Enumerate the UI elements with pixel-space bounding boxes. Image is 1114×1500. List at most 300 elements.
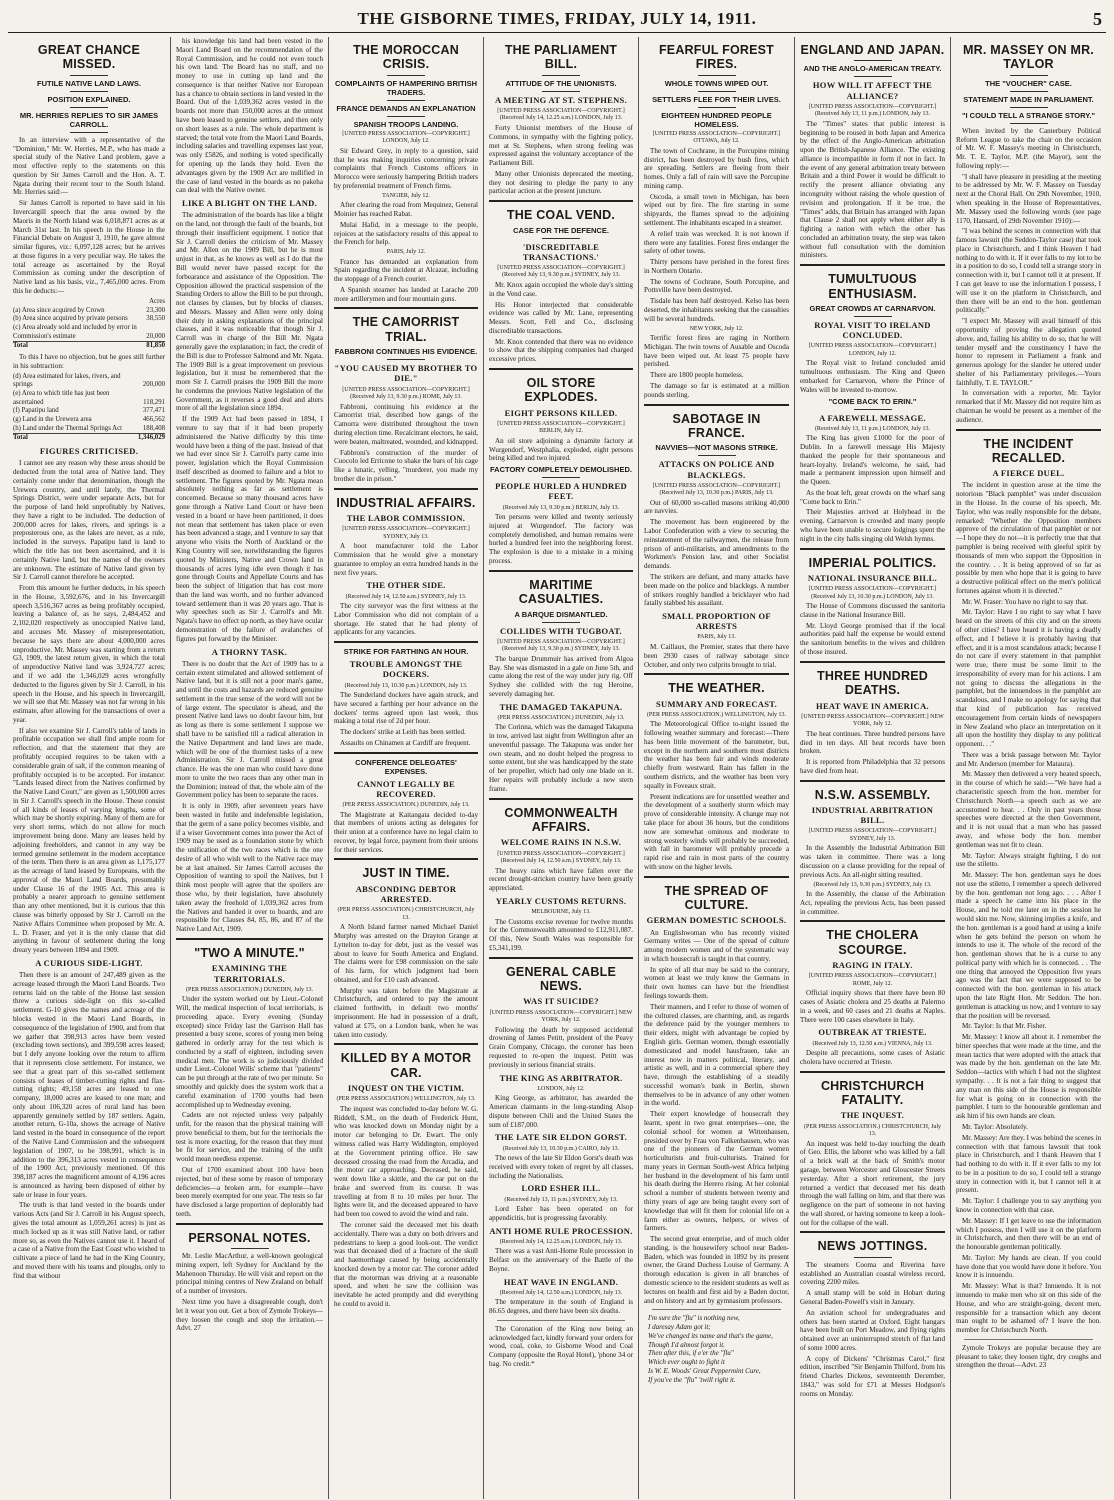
section-heading: LIKE A BLIGHT ON THE LAND. xyxy=(181,198,318,209)
dateline: (PER PRESS ASSOCIATION.) DUNEDIN, July 13. xyxy=(185,986,313,993)
dateline: [UNITED PRESS ASSOCIATION—COPYRIGHT.] (Received July 14, 12.25 a.m.) LONDON, July 13. xyxy=(497,107,625,122)
headline: STRIKE FOR FARTHING AN HOUR. xyxy=(343,647,469,657)
article-divider xyxy=(334,1043,478,1045)
subheadline: POSITION EXPLAINED. xyxy=(47,94,131,104)
dateline: [UNITED PRESS ASSOCIATION—COPYRIGHT.] ROME, July 12. xyxy=(808,973,937,987)
divider xyxy=(854,76,892,77)
dateline: [UNITED PRESS ASSOCIATION—COPYRIGHT.] BERLIN, July 12. xyxy=(497,420,625,435)
paragraph: Mr. Massey: Are they. I was behind the scenes in connection with that famous lawsuit that took place in Christchurch, and I thank Heaven that I had nothing to do with it. If it ever falls to my lot to be in a position to do so, I could tell a strange story in connection with it, but I cannot tell it at present. xyxy=(956,1133,1101,1195)
paragraph: The administration of the boards has like a blight on the land, not through the fault of the boards, but through their insufficient equipment. I notice that Sir J. Carroll denies the criticism of Mr. Massey and Mr. Allen on the 1909 Bill, but he is most unjust in that, as he knows as well as I do that the Bill would never have passed except for the forbearance and assistance of the Opposition. The Opposition allowed the practical suspension of the Standing Orders to allow the Bill to be put through, not clauses by clauses, but by blocks of clauses, and Messrs. Massey and Allen were only doing their duty in asking explanations of the principal clauses, and it was noticeable that though Sir J. Carroll was in charge of the Bill Mr. Ngata generally gave the explanation; in fact, the credit of the Bill is due to Professor Salmond and Mr. Ngata. The 1909 Bill is a great improvement on previous legislation, but it must be remembered that the more Sir J. Carroll praises the 1909 Bill the more he condemns the previous Native legislation of the Government, as it reverses a good deal and alters more of all the legislation since 1894. xyxy=(176,211,323,413)
paragraph: In the Assembly, the clause of the Arbitration Act, repealing the previous Acts, has been passed in committee. xyxy=(800,890,945,916)
dateline: (Received July 14, 12.50 a.m.) LONDON, July 13. xyxy=(499,1289,623,1296)
paragraph: The heat continues. Three hundred persons have died in ten days. All heat records have been broken. xyxy=(800,729,945,756)
article-divider xyxy=(644,673,789,675)
paragraph: The barque Drummuir has arrived from Algoa Bay. She was dismasted in a gale on June 5th, and came along the rest of the way under jury rig. Off Sydney she collided with the tug Heroine, severely damaging her. xyxy=(489,654,633,698)
paragraph: The strikers are defiant, and many attacks have been made on the police and blacklegs. A number of strikers roughly handled a bricklayer who had fatally stabbed his assailant. xyxy=(644,572,789,608)
paragraph: The Royal visit to Ireland concluded amid tumultuous enthusiasm. The King and Queen embarked for Carnarvon, where the Prince of Wales will be invested to-morrow. xyxy=(800,359,945,394)
divider xyxy=(70,75,108,76)
subheadline: ROYAL VISIT TO IRELAND CONCLUDED. xyxy=(814,320,931,341)
dateline: [UNITED PRESS ASSOCIATION—COPYRIGHT.] SYDNEY, July 13. xyxy=(808,828,937,842)
paragraph: Official inquiry shows that there have been 80 cases of Asiatic cholera and 25 deaths at Palermo in a week, and 60 cases and 21 deaths at Naples. There were 100 cases elsewhere in Italy. xyxy=(800,989,945,1024)
headline: THE PARLIAMENT BILL. xyxy=(504,43,618,72)
article-divider xyxy=(176,1223,323,1225)
paragraph: A relief train was wrecked. It is not known if there were any fatalities. Forest fires endanger the safety of other towns. xyxy=(644,229,789,256)
paragraph: Mr. Leslie MacArthur, a well-known geological mining expert, left Sydney for Auckland by the Mahenoon Thursday. He will visit and report on the principal mining centres of New Zealand on behalf of a number of investors. xyxy=(176,1252,323,1296)
subheadline: CANNOT LEGALLY BE RECOVERED. xyxy=(357,778,455,799)
paragraph: Oscoda, a small town in Michigan, has been wiped out by fire. The fire starting in some shipyards, the flames spread to the adjoining settlement. The inhabitants escaped in a steamer. xyxy=(644,192,789,227)
column-2 xyxy=(171,37,329,1499)
divider xyxy=(698,107,736,108)
paragraph: "I was behind the scenes in connection with that famous lawsuit (the Seddon-Taylor case) that took place in Christchurch, and I think Heaven I had nothing to do with it. If it ever falls to my lot to be in a position to do so, I could tell a strange story in connection with it, but I cannot tell it at present. If I can get leave to use the information I possess, I will use it on the platform in Christchurch, and then there will be an end to the hon. gentleman politically." xyxy=(956,227,1101,315)
subheadline: HEAT WAVE IN AMERICA. xyxy=(816,700,929,711)
article-divider xyxy=(800,780,945,782)
paragraph: The Corinna, which was the damaged Takapuna in tow, arrived last night from Wellington after an uneventful passage. The Takapuna was under her own steam, and no doubt helped the progress to some extent, but she was handicapped by the state of her propeller, which had only one blade on it. Her repairs will probably include a new stern frame. xyxy=(489,723,633,793)
subheadline: FACTORY COMPLETELY DEMOLISHED. xyxy=(490,465,632,475)
dateline: [UNITED PRESS ASSOCIATION—COPYRIGHT.] LONDON, July 12. xyxy=(342,130,470,145)
divider xyxy=(497,1320,625,1321)
subheadline: STATEMENT MADE IN PARLIAMENT. xyxy=(963,94,1094,104)
headline: JUST IN TIME. xyxy=(362,866,450,881)
dateline: [UNITED PRESS ASSOCIATION—COPYRIGHT.] OTTAWA, July 12. xyxy=(652,130,781,145)
divider xyxy=(854,409,892,410)
paragraph: France has demanded an explanation from Spain regarding the incident at Alcazar, including the stoppage of a French courier. xyxy=(334,257,478,284)
headline: NEWS JOTTINGS. xyxy=(817,1239,928,1254)
paragraph: Mr. Knox contended that there was no evidence to show that the shipping companies had charged excessive prices. xyxy=(489,337,633,364)
subheadline: INQUEST ON THE VICTIM. xyxy=(347,1083,465,1094)
dateline: [UNITED PRESS ASSOCIATION—COPYRIGHT.] NEW YORK, July 12. xyxy=(801,713,944,728)
paragraph: The town of Cochrane, in the Porcupine mining district, has been destroyed by bush fires, which are spreading. Settlers are fleeing from their homes. Only a fall of rain will save the Porcupine mining camp. xyxy=(644,146,789,190)
paragraph: There is no doubt that the Act of 1909 has to a certain extent stimulated and allowed settlement of Native land, but it is still not a poor man's game, and until the costs and hazards are reduced genuine settlement in the true sense of the word will not be of large extent. The speculator is ahead, and the present Native land laws no doubt favour him, but as long as there is some settlement I suppose we shall have to be satisfied till a radical alteration in the Native Department and land laws are made, which will be one of the thorniest tasks of a new Administration. Sir J. Carroll missed a great chance. He was the one man who could have done more to unite the two races than any other man in the Dominion; instead of that, the whole aim of the Government policy has been to separate the races. xyxy=(176,659,323,800)
divider xyxy=(387,75,425,76)
paragraph: Sir Edward Grey, in reply to a question, said that he was making inquiries concerning private complaints that French Customs officers in Morocco were seriously hampering British traders by preferential treatment of French firms. xyxy=(334,146,478,190)
paragraph: The coroner said the deceased met his death accidentally. There was a duty on both drivers and pedestrians to keep a good look-out. The verdict was that deceased died of a fracture of the skull and haemorrhage caused by being accidentally knocked down by a motor car. The coroner added that the motorman was driving at a reasonable speed, and when he saw the collision was inevitable he acted promptly and did everything he could to avoid it. xyxy=(334,1220,478,1308)
paragraph: Mr. Taylor: Have I no right to say what I have heard on the streets of this city and on the streets of other cities? I have heard it is having a deadly effect, and I believe it is probably having that effect, and it is a most scandalous attack; because I do not care if every statement in that pamphlet were true, there must be some limit to the irresponsibility of every man for his actions. I am not going to discuss the allegations in the pamphlet, but the innuendoes in the pamphlet are scandalous, and I make no apology for saying that that kind of publication has received encouragement from certain kinds of newspapers in New Zealand who place an interpretation on it all upon the hostility they display to any political opponent. . ." xyxy=(956,608,1101,749)
article-divider xyxy=(800,548,945,550)
paragraph: Their expert knowledge of housecraft they learnt, spent in two great enterprises—one, the colonial school for women at Wittenhausen, presided over by Frau von Falkenhausen, who was one of the pioneers of the German women horticulturists and fruit-culturists. Trained for many years in German South-west Africa helping her husband in the development of his farm until his death during the Herero rising. At her colonial school a number of students between twenty and thirty years of age are being taught every sort of knowledge that will fit them for colonial life on a farm either as owners, helpers, or wives of farmers. xyxy=(644,1110,789,1233)
article-divider xyxy=(800,1071,945,1073)
article-divider xyxy=(334,307,478,309)
article-divider xyxy=(334,641,478,643)
subheadline: "YOU CAUSED MY BROTHER TO DIE." xyxy=(334,363,478,384)
subheadline: INDUSTRIAL ARBITRATION BILL. xyxy=(811,805,934,826)
verse-line: I'm sure the "flu" is nothing new, xyxy=(648,1314,740,1323)
article-divider xyxy=(489,570,633,572)
paragraph: Cadets are not rejected unless very palpably unfit, for the reason that the physical training will prove beneficial to them, but for the territorials the test is more exacting, for the reason that they must be fit for service, and the training of the unfit would mean needless expense. xyxy=(176,1111,323,1164)
subheadline: FRANCE DEMANDS AN EXPLANATION xyxy=(336,103,476,113)
paragraph: An oil store adjoining a dynamite factory at Wurgendorf, Westphalia, exploded, eight persons being killed and two injured. xyxy=(489,436,633,463)
paragraph: Tisdale has been half destroyed. Kelso has been deserted, the inhabitants seeking that the casualties will be several hundreds. xyxy=(644,297,789,323)
article-divider xyxy=(644,876,789,878)
headline: THE MOROCCAN CRISIS. xyxy=(353,43,459,72)
divider xyxy=(387,100,425,101)
divider xyxy=(1010,123,1048,124)
paragraph: Despite all precautions, some cases of Asiatic cholera have occurred at Trieste. xyxy=(800,1049,945,1066)
subheadline: THE OTHER SIDE. xyxy=(366,580,446,591)
dateline: (Received July 14, 12.50 a.m.) SYDNEY, July 13. xyxy=(345,593,467,600)
section-heading: A CURIOUS SIDE-LIGHT. xyxy=(35,957,143,968)
subheadline: WHOLE TOWNS WIPED OUT. xyxy=(664,78,769,88)
dateline: [UNITED PRESS ASSOCIATION—COPYRIGHT.] (Received July 13, 10.30 p.m.) LONDON, July 13. xyxy=(808,586,937,600)
paragraph: It is reported from Philadelphia that 32 persons have died from heat. xyxy=(800,758,945,775)
subheadline: THE LABOR COMMISSION. xyxy=(346,513,466,523)
paragraph: "I expect Mr. Massey will avail himself of this opportunity of proving the allegation quoted above, and, failing his ability to do so, that he will tender myself and the constituency I have the honor to represent in Parliament a frank and generous apology for the slander he uttered under shelter of his Parliamentary privileges.—Yours faithfully, T. E. TAYLOR." xyxy=(956,317,1101,387)
dateline: [UNITED PRESS ASSOCIATION—COPYRIGHT.] SYDNEY, July 13. xyxy=(342,526,470,540)
divider xyxy=(542,622,580,623)
dateline: [UNITED PRESS ASSOCIATION—COPYRIGHT.] (Received July 13, 11 p.m.) LONDON, July 13. xyxy=(808,103,937,118)
paragraph: Under the system worked out by Lieut.-Colonel Will, the medical inspection of local territorials, is proceeding apace. Every evening (Sunday excepted) since Friday last the Garrison Hall has presented a busy scene, scores of young men being gathered in orderly array for the test which is conducted by a staff of eighteen, including seven medical men. The work is so judiciously divided under Lieut.-Colonel Wills' scheme that "patients" can be put through at the rate of two per minute. So smoothly and quickly does the system work that a careful examination of 1700 youths had been accomplished up to Wednesday evening. xyxy=(176,995,323,1109)
paragraph: The House of Commons discussed the sanitoria clause in the National Insurance Bill. xyxy=(800,602,945,619)
table-row: (b) Area since acquired by private persons 38,550 xyxy=(13,315,165,323)
paragraph: Lord Esher has been operated on for appendicitis, but is progressing favorably. xyxy=(489,1205,633,1222)
subheadline: A FAREWELL MESSAGE. xyxy=(819,412,926,423)
headline: CHRISTCHURCH FATALITY. xyxy=(820,1078,925,1108)
masthead xyxy=(8,6,1106,33)
article-divider xyxy=(489,368,633,370)
divider xyxy=(70,107,108,108)
subheadline: A FIERCE DUEL. xyxy=(992,468,1065,479)
masthead-title: THE GISBORNE TIMES, FRIDAY, JULY 14, 1911. xyxy=(357,9,757,28)
paragraph: Mr. Massey: I know all about it. I remember the bitter speeches that were made at the time, and the mean tactics that were adopted with the attack that was made by the hon. gentleman on the late Mr. Seddon—tactics with which I had not the slightest sympathy. . . It is not a fair thing to suggest that any man on this side of the House is responsible for what is going on in connection with the pamphlet. I turn to the honourable gentleman and ask him if his own hands are clean. xyxy=(956,1033,1101,1121)
paragraph: Out of 1700 examined about 100 have been rejected, but of these some by reason of temporary deficiencies—a broken arm, for example—have been merely exempted for one year. The tests so far have disclosed a large proportion of deplorably bad teeth. xyxy=(176,1166,323,1218)
dateline: (PER PRESS ASSOCIATION.) CHRISTCHURCH, July 13. xyxy=(803,1123,942,1138)
column-3 xyxy=(329,37,484,1499)
dateline: (Received July 13, 12.50 a.m.) VIENNA, July 13. xyxy=(812,1040,933,1047)
headline: COMMONWEALTH AFFAIRS. xyxy=(504,805,618,834)
subheadline: ATTITUDE OF THE UNIONISTS. xyxy=(505,78,617,88)
headline: IMPERIAL POLITICS. xyxy=(808,555,937,570)
divider xyxy=(1010,107,1048,108)
subheadline: EIGHTEEN HUNDRED PEOPLE HOMELESS. xyxy=(661,110,772,129)
paragraph: Sir James Carroll is reported to have said in his Invercargill speech that the area owned by the Maoris in the North Island was 6,018,871 acres as at March 31st last. In his speech in the House in the Financial Debate on August 3, 1910, he gave almost similar figures, viz.: 6,097,128 acres; but he arrives at those figures in a very peculiar way. He takes the total acreage as ascertained by the Royal Commission as coming under the description of Native land as his basis, viz., 7,465,000 acres. From this he deducts:— xyxy=(13,199,165,296)
divider xyxy=(542,238,580,239)
acreage-table xyxy=(13,298,165,351)
paragraph: Many other Unionists deprecated the meeting, they not desiring to pledge the party to any particular action at the present juncture. xyxy=(489,169,633,196)
paragraph: An inquest was held to-day touching the death of Geo. Ellis, the laborer who was killed by a fall of a brick wall at the back of Smith's motor garage, between Worcester and Gloucester Streets yesterday. After a short retirement, the jury returned a verdict that deceased met his death through the wall falling on him, and that there was negligence on the part of someone in not having the wall shored, or having someone to keep a look-out for the collapse of the wall. xyxy=(800,1139,945,1227)
paragraph: The "Times" states that public interest is beginning to be roused in both Japan and America by the effect of the Anglo-American arbitration upon the British-Japanese Alliance. The existing alliance is incompatible in form if not in fact. In the event of any general arbitration treaty between Britain and a third Power it would be difficult to rectify the present alliance obviating any incongruity without raising the whole question of revision and prolongation. If it be true, the "Times" adds, that Britain has arranged with Japan that Clause 2 shall not apply when either ally is fighting a nation with which the other has concluded an arbitration treaty, the step was taken without full consultation with the dominion ministers. xyxy=(800,119,945,260)
paragraph: His Honor interjected that considerable evidence was called by Mr. Lane, representing Messrs. Scott, Fell and Co., disclosing discreditable transactions. xyxy=(489,300,633,335)
headline: THE SPREAD OF CULTURE. xyxy=(664,883,769,912)
headline: MARITIME CASUALTIES. xyxy=(518,577,604,607)
paragraph: There was a brisk passage between Mr. Taylor and Mr. Anderson (member for Mataura). xyxy=(956,750,1101,768)
dateline: LONDON, July 12. xyxy=(537,1085,585,1092)
article-divider xyxy=(644,404,789,406)
paragraph: There are 1800 people homeless. xyxy=(650,371,744,380)
table-row: (g) Land in the Urewera area 466,562 xyxy=(13,415,165,423)
dateline: (Received July 13, 9.30 p.m.) SYDNEY, July 13. xyxy=(813,881,932,888)
table-row: (a) Area since acquired by Crown 23,300 xyxy=(13,306,165,314)
paragraph: It is only in 1909, after seventeen years have been wasted in futile and indefensible legislation, that the germ of a sane policy becomes visible, and if a wiser Government comes into power the Act of 1909 may be used as a foundation stone by which the unification of the two races which is the one desire of all who wish well to the Native race may be at last attained. Sir James Carroll accuses the Opposition of wanting to spoil the Natives, but I think most people will agree that the spoilers are those who, by their legislation, have absolutely taken away the freehold of 1,039,362 acres from the Natives and handed it over to boards, and are responsible for Clauses 84, 85, 86, and 87 of the Native Land Act, 1909. xyxy=(176,802,323,934)
subheadline: SETTLERS FLEE FOR THEIR LIVES. xyxy=(652,94,781,104)
dateline: MELBOURNE, July 13. xyxy=(531,909,591,916)
table-total-row: Total 1,346,029 xyxy=(13,434,165,442)
paragraph: In spite of all that may be said to the contrary, women at least we truly know the Germans in their own homes can have but the friendliest feelings towards them. xyxy=(644,965,789,1001)
subheadline: A MEETING AT ST. STEPHENS. xyxy=(494,94,628,105)
verse-line: We've changed its name and that's the game, xyxy=(648,1331,773,1340)
subheadline: COLLIDES WITH TUGBOAT. xyxy=(500,625,622,636)
divider xyxy=(1010,91,1048,92)
article-divider xyxy=(489,957,633,959)
headline: THE CAMORRIST TRIAL. xyxy=(352,315,460,344)
headline: TUMULTUOUS ENTHUSIASM. xyxy=(828,272,917,301)
paragraph: Mr. Taylor: My hands are clean. If you could have done that you would have done it before. You know it is innuendo. xyxy=(956,1253,1101,1280)
table-row: (e) Area to which title has just been ascertained 118,291 xyxy=(13,389,165,406)
dateline: (Received July 13, 11 p.m.) LONDON, July 13. xyxy=(814,425,931,432)
divider xyxy=(542,477,580,478)
article-divider xyxy=(489,798,633,800)
paragraph: The heavy rains which have fallen over the recent drought-stricken country have been greatly appreciated. xyxy=(489,866,633,893)
dateline: [UNITED PRESS ASSOCIATION—COPYRIGHT.] LONDON, July 12. xyxy=(808,343,937,357)
paragraph: A Spanish steamer has landed at Larache 200 more artillerymen and four mountain guns. xyxy=(334,285,478,303)
paragraph: Following the death by supposed accidental drowning of James Petitt, president of the Peavy Grain Company, Chicago, the coroner has been requested to re-open the inquest. Petitt was previously in serious financial straits. xyxy=(489,1025,633,1069)
paragraph: The movement has been engineered by the Labor Confederation with a view to securing the reinstatement of the railwaymen, the release from prison of anti-militarists, and amendments to the Workmen's Pension law, and other Socialist demands. xyxy=(644,518,789,571)
paragraph: Ten persons were killed and twenty seriously injured at Wurgendorf. The factory was completely demolished, and human remains were hurled a hundred feet into the neighboring forest. The explosion is due to a mistake in a mixing process. xyxy=(489,513,633,566)
table-row: (f) Papatipu land 377,471 xyxy=(13,407,165,415)
headline: KILLED BY A MOTOR CAR. xyxy=(340,1051,472,1080)
article-divider xyxy=(176,938,323,940)
divider xyxy=(698,455,736,456)
table-row: (h) Land under the Thermal Springs Act 188,408 xyxy=(13,424,165,432)
paragraph: In the Assembly the Industrial Arbitration Bill was taken in committee. There was a long discussion on a clause providing for the repeal of previous Acts. An all-night sitting resulted. xyxy=(800,844,945,879)
paragraph: Mr. Taylor: I challenge you to say anything you know in connection with that case. xyxy=(956,1197,1101,1214)
subheadline: ATTACKS ON POLICE AND BLACKLEGS. xyxy=(658,459,775,480)
verse-line: I daresay Adam got it; xyxy=(648,1323,711,1332)
paragraph: Then there is an amount of 247,489 given as the acreage leased through the Maori Land Boards. Two returns laid on the table of the House last session threw a curious side-light on this so-called settlement. G-10 gives the names and acreage of the blocks vested in the Maori Land Boards, in consequence of the legislation of 1900, and from that we gather that 398,913 acres have been vested (excluding town sections), and 399,598 acres leased; but I defy anyone looking over the return to affirm that it represents close settlement. For instance, we see that a great part of this so-called settlement consists of leases of timber-cutting rights and flax-cutting rights; 49,158 acres are leased to one company, 18,000 acres are leased to one man; and only about 106,320 acres of rural land has been apparently genuinely settled by 187 settlers. Again, another return, G-10a, shows the acreage of Native land vested in the board in consequence of the report of the Native Land Commission and the subsequent legislation of 1907, to be 398,991, which is in addition to the 396,313 acres vested in consequence of the 1900 Act, previously mentioned. Of this 398,187 acres the magnificent amount of 4,196 acres is announced as having been disposed of either by sale or lease in four years. xyxy=(13,971,165,1199)
article-divider xyxy=(334,858,478,860)
divider xyxy=(854,60,892,61)
headline: OIL STORE EXPLODES. xyxy=(524,375,598,405)
subheadline: YEARLY CUSTOMS RETURNS. xyxy=(495,895,627,906)
paragraph: Mr. Massey: If I get leave to use the information which I possess, then I will use it on the platform in Christchurch, and then there will be an end of the honourable gentleman politically. xyxy=(956,1216,1101,1252)
column-1 xyxy=(8,37,171,1499)
headline: THREE HUNDRED DEATHS. xyxy=(817,668,928,698)
advertisement: Next time you have a disagreeable cough, don't let it wear you out. Get a box of Zymole Trokeys—they loosen the cough and stop the irritation.—Advt. 27 xyxy=(176,1298,323,1333)
subheadline: THE "VOUCHER" CASE. xyxy=(985,78,1072,88)
paragraph: Mr. Massey: What is that? Innuendo. It is not innuendo to make men who sit on this side of the House, and who are straight-going, decent men, responsible for a transaction which any decent man ought to be ashamed of? I leave the hon. member for Christchurch North. xyxy=(956,1282,1101,1335)
paragraph: Their Majesties arrived at Holyhead in the evening. Carnarvon is crowded and many people who have been unable to secure lodgings spent the night in the city halls singing old Welsh hymns. xyxy=(800,508,945,543)
deductions-table xyxy=(13,373,165,444)
subheadline: HEAT WAVE IN ENGLAND. xyxy=(503,1276,619,1287)
paragraph: An Englishwoman who has recently visited Germany writes — One of the spread of culture among modern women and of the systematic way in which housecraft is taught in that country. xyxy=(644,928,789,963)
divider xyxy=(854,316,892,317)
subheadline: A BARQUE DISMANTLED. xyxy=(514,609,608,619)
paragraph: A copy of Dickens' "Christmas Carol," first edition, inscribed "Sir Benjamin Thilford, from his friend Charles Dickens, seventeenth December, 1843," was sold for £71 at Messrs Hodgson's rooms on Monday. xyxy=(800,1354,945,1398)
paragraph: Mr. Massey then delivered a very heated speech, in the course of which he said:—"We have had a characteristic speech from the hon. member for Christchurch North—a speech such as we are accustomed to hear. . . Only in past years those speeches were directed at the then Government, and it is not usual that a man who has passed away, and whose body the hon. member gentleman was not fit to clean. xyxy=(956,770,1101,849)
paragraph: A North Island farmer named Michael Daniel Murphy was arrested on the Drayton Grange at Lyttelton to-day for debt, just as the vessel was about to leave for South America and England. The claims were for £98 commission on the sale of his farm, for which judgment had been obtained, and for £10 cash advanced. xyxy=(334,923,478,984)
paragraph: The damage so far is estimated at a million pounds sterling. xyxy=(644,382,789,399)
divider xyxy=(231,1248,269,1249)
dateline: [UNITED PRESS ASSOCIATION—COPYRIGHT.] (Received July 13, 9.30 p.m.) SYDNEY, July 13. xyxy=(497,264,625,279)
dateline: [UNITED PRESS ASSOCIATION—COPYRIGHT.] (Received July 14, 12.50 a.m.) SYDNEY, July 13. xyxy=(497,850,625,865)
divider xyxy=(542,91,580,92)
subheadline: AND THE ANGLO-AMERICAN TREATY. xyxy=(803,64,942,74)
headline: ENGLAND AND JAPAN. xyxy=(800,43,945,57)
table-unit: Acres xyxy=(149,297,165,305)
subheadline: TROUBLE AMONGST THE DOCKERS. xyxy=(349,659,463,680)
page-number: 5 xyxy=(1093,9,1102,29)
subheadline: WAS IT SUICIDE? xyxy=(523,996,599,1007)
paragraph: The city surveyor was the first witness at the Labor Commission who did not complain of a shortage. He stated that he had plenty of applicants for any vacancies. xyxy=(334,602,478,637)
article-divider xyxy=(800,920,945,922)
dateline: [UNITED PRESS ASSOCIATION—COPYRIGHT.] (Received July 13, 10.30 p.m.) PARIS, July 13. xyxy=(652,482,781,497)
subheadline: OUTBREAK AT TRIESTE. xyxy=(818,1027,927,1038)
paragraph: The temperature in the south of England is 86.65 degrees, and there have been six deaths. xyxy=(489,1298,633,1316)
article-divider xyxy=(956,429,1101,431)
subheadline: EIGHT PERSONS KILLED. xyxy=(504,407,618,418)
subheadline: THE LATE SIR ELDON GORST. xyxy=(494,1132,628,1143)
dateline: (PER PRESS ASSOCIATION.) CHRISTCHURCH, July 13. xyxy=(337,907,475,921)
article-divider xyxy=(800,661,945,663)
divider xyxy=(964,1339,1093,1340)
headline: FEARFUL FOREST FIRES. xyxy=(658,43,775,72)
paragraph: The incident in question arose at the time the notorious "Black pamphlet" was under discussion in the House. In the course of his speech, Mr. Taylor, who was really responsible for the debate, remarked: "Whether the Opposition members approve of the circulation of that pamphlet or not—I hope they do not—it is perfectly true that that pamphlet is being received with gleeful spirit by thousands of men who support the Opposition in the country. . . It is being approved of so far as possible by men who hope that it is going to have a destructive political effect on the men's political fortunes against whom it is directed." xyxy=(956,481,1101,595)
headline: PERSONAL NOTES. xyxy=(188,1230,311,1245)
paragraph: The inquest was concluded to-day before W. G. Riddell, S.M., on the death of Frederick Hunt, who was knocked down on Monday night by a motor car belonging to Dr. Ewart. The only witness called was Harry Widdington, employed at the Government printing office. He saw deceased crossing the road from the Arcadia, and the motor car approaching. Deceased, he said, went down like a skittle, and the car put on the brake and swerved from its course. It was travelling at from 8 to 10 miles per hour. The lights were lit, and the deceased appeared to have had been too cowed to avoid the wind and rain. xyxy=(334,1104,478,1219)
article-divider xyxy=(489,200,633,202)
subheadline: LORD ESHER ILL. xyxy=(521,1183,601,1194)
column-4 xyxy=(484,37,639,1499)
subheadline: THE INQUEST. xyxy=(840,1110,905,1121)
subheadline: PEOPLE HURLED A HUNDRED FEET. xyxy=(495,481,627,502)
subheadline: COMPLAINTS OF HAMPERING BRITISH TRADERS. xyxy=(334,78,478,97)
headline: MR. MASSEY ON MR. TAYLOR xyxy=(963,43,1094,72)
paragraph: Fabbroni, continuing his evidence at the Camorrist trial, described how gangs of the Camorra were distributed throughout the town during election time. Recalcitrant electors, he said, were beaten, maltreated, wounded, and kidnapped. xyxy=(334,402,478,446)
headline: INDUSTRIAL AFFAIRS. xyxy=(336,495,476,510)
table-row: (c) Area already sold and included by error in Commission's estimate 20,000 xyxy=(13,323,165,340)
advertisement: Zymole Trokeys are popular because they are pleasant to take; they loosen tight, dry coughs and strengthen the throat—Advt. 23 xyxy=(956,1343,1101,1370)
subheadline: WELCOME RAINS IN N.S.W. xyxy=(500,837,622,848)
subheadline: "COME BACK TO ERIN." xyxy=(828,396,917,406)
subheadline: ANTI HOME RULE PROCESSION. xyxy=(489,1225,633,1236)
paragraph: The steamers Cooma and Riverina have established an Australian coastal wireless record, covering 2200 miles. xyxy=(800,1260,945,1287)
headline: THE CHOLERA SCOURGE. xyxy=(826,928,919,957)
subheadline: 'DISCREDITABLE TRANSACTIONS.' xyxy=(522,241,600,262)
verse-line: Which ever ought to fight it xyxy=(648,1358,725,1367)
paragraph: Present indications are for unsettled weather and the development of a southerly storm which may prove of considerable intensity. A change may not take place for about 36 hours, but the conditions now are somewhat ominous and moderate to strong westerly winds will probably be succeeded, with fall in barometer will probably precede a rapid rise and rain in most parts of the country with snow on the higher levels. xyxy=(644,792,789,871)
paragraph: The King has given £1000 for the poor of Dublin. In a farewell message His Majesty thanked the people for their spontaneous and heart-loyalty. Ireland's welcome, he said, had made a permanent impression upon himself and the Queen. xyxy=(800,434,945,487)
subheadline: THE KING AS ARBITRATOR. xyxy=(499,1072,623,1083)
paragraph: To this I have no objection, but he goes still further in his subtraction: xyxy=(13,352,165,370)
subheadline: "I COULD TELL A STRANGE STORY." xyxy=(961,110,1096,120)
dateline: PARIS, July 12. xyxy=(386,249,426,256)
paragraph: Terrific forest fires are raging in Northern Michigan. The twin towns of Ausable and Oscoda have been wiped out. At least 75 people have perished. xyxy=(644,334,789,369)
advertisement: The Coronation of the King now being an acknowledged fact, kindly forward your orders for wood, coal, coke, to Gisborne Wood and Coal Company (opposite the Royal Hotel), 'phone 34 or bag. No credit.* xyxy=(489,1324,633,1369)
dateline: (PER PRESS ASSOCIATION.) WELLINGTON, July 13. xyxy=(646,711,787,718)
paragraph: The dockers' strike at Leith has been settled. xyxy=(340,728,466,737)
paragraph: Mr. Taylor: Absolutely. xyxy=(962,1122,1028,1131)
column-5 xyxy=(639,37,795,1499)
paragraph: Their manners, and I refer to those of women of the cultured classes, are charming, and, as regards the deference paid by the younger members to their elders, might with advantage be copied by English girls. German women, though essentially domesticated and model hausfrauen, take an interest now in matters political, literary, and artistic as well, and in a commercial sphere they have, through the establishing of a steadily successful woman's bank in Berlin, shown themselves to be in advance of any other women in the world. xyxy=(644,1002,789,1108)
subheadline: THE DAMAGED TAKAPUNA. xyxy=(499,701,623,712)
headline: THE COAL VEND. xyxy=(506,208,616,223)
paragraph: The Magistrate at Kaitangata decided to-day that members of unions acting as delegates for their union at a conference have no legal claim to recover, by legal force, payment from their unions for their services. xyxy=(334,810,478,854)
headline: "TWO A MINUTE." xyxy=(194,945,305,960)
subheadline: GERMAN DOMESTIC SCHOOLS. xyxy=(646,915,787,926)
paragraph: In an interview with a representative of the "Dominion," Mr. W. Herries, M.P., who has made a special study of the Native Land problem, gave a most effective reply to the statements on this question by Sir James Carroll and the Hon. A. T. Ngata during their recent tour to the South Island. Mr. Herries said:— xyxy=(13,135,165,197)
table-total-row: Total 81,850 xyxy=(13,342,165,350)
headline: GENERAL CABLE NEWS. xyxy=(505,964,617,994)
subheadline: ABSCONDING DEBTOR ARRESTED. xyxy=(355,883,457,905)
paragraph: A small stamp will be sold in Hobart during General Baden-Powell's visit in January. xyxy=(800,1289,945,1306)
section-heading: FIGURES CRITICISED. xyxy=(39,446,139,456)
headline: GREAT CHANCE MISSED. xyxy=(37,43,141,72)
dateline: (PER PRESS ASSOCIATION.) DUNEDIN, July 13. xyxy=(497,714,625,721)
article-divider xyxy=(334,488,478,490)
advertisement-verse xyxy=(648,1314,785,1384)
paragraph: Assaults on Chinamen at Cardiff are frequent. xyxy=(340,738,471,747)
subheadline: SUMMARY AND FORECAST. xyxy=(656,698,777,709)
paragraph: Mr. W. Fraser: You have no right to say that. xyxy=(962,597,1088,606)
divider xyxy=(387,359,425,360)
divider xyxy=(698,91,736,92)
section-heading: A THORNY TASK. xyxy=(211,646,288,657)
paragraph: The news of the late Sir Eldon Gorst's death was received with every token of regret by all classes, including the Nationalists. xyxy=(489,1154,633,1180)
verse-line: If you've the "flu" 'twill right it. xyxy=(648,1375,736,1384)
paragraph: An aviation school for undergraduates and others has been started at Oxford. Eight hangars have been built on Port Meadow, and flying rights obtained over an uninterrupted stretch of flat land of some 1000 acres. xyxy=(800,1308,945,1352)
dateline: (Received July 13, 10.30 p.m.) LONDON, July 13. xyxy=(344,682,468,689)
divider xyxy=(542,75,580,76)
subheadline: SMALL PROPORTION OF ARRESTS xyxy=(662,611,771,632)
headline: THE WEATHER. xyxy=(668,681,765,696)
dateline: [UNITED PRESS ASSOCIATION—COPYRIGHT.] (Received July 13, 9.30 p.m.) ROME, July 13. xyxy=(342,386,470,401)
dateline: (Received July 13, 11 p.m.) SYDNEY, July 13. xyxy=(504,1196,618,1203)
article-divider xyxy=(334,752,478,754)
divider xyxy=(387,116,425,117)
dateline: (Received July 13, 9.30 p.m.) BERLIN, July 13. xyxy=(502,504,620,511)
paragraph: The Meteorological Office to-night issued the following weather summary and forecast:—There has been little movement of the barometer, but, except in the northern and southern most districts the weather has been fair and winds moderate chiefly from westward. Rain has fallen in the southern districts, and the weather has been very squally in Foveaux strait. xyxy=(644,720,789,790)
verse-line: Though I'd almost forgot it. xyxy=(648,1340,725,1349)
paragraph: If the 1909 Act had been passed in 1894, I venture to say that if it had been properly administered the Native difficulty by this time would have been a thing of the past. Instead of that we had ever since Sir J. Carroll's party came into power, legislation which the Royal Commission itself described as doomed to failure and a blot to settlement. The figures quoted by Mr. Ngata mean absolutely nothing as far as settlement is concerned. Because so many thousand acres have gone through a Native Land Court or have been vested in a board or have been partitioned, it does not mean that settlement has taken place or even has been advanced a stage, and I venture to say that anyone who visits the North of Auckland or the King Country will see, notwithstanding the figures quoted by Ministers, Native and Crown land in thousands of acres lying idle even though it has gone through Courts and Appellate Courts and has been the subject of litigation that has cost more than the land was worth, and no further advanced toward settlement than it was 20 years ago. That is why speeches such as Sir J. Carroll's and Mr. Ngata's have no effect up north, as they have ocular demonstration of the failure of avalanches of figures put forward by the Minister. xyxy=(176,415,323,643)
headline: THE INCIDENT RECALLED. xyxy=(983,436,1074,465)
paragraph: The second great enterprise, and of much older standing, is the housewifery school near Baden-Baden, which was founded in 1892 by its present owner, the Grand Duchess Louise of Germany. A thorough education is given in all branches of domestic science to the resident students as well as lectures on health and first aid by a Baden doctor, and on history and art by gymnasium professors. xyxy=(644,1235,789,1305)
paragraph: I cannot see any reason why these areas should be deducted from the total area of Native land. They certainly come under that denomination, though the Urewera country, and until lately, the Thermal Springs District, were under separate Acts, but for the purpose of land held unprofitably by Natives, they have a right to be included. The deduction of 200,000 acres for lakes, rivers, and springs is a preposterous one, as the lakes are never, as a rule, included in the surveys. Papatipu land is land to which the title has not been ascertained, and it is certainly Native land, but the names of the owners are unknown. The estimate of Native land given by Sir J. Carroll cannot therefore be accepted. xyxy=(13,459,165,582)
paragraph: When invited by the Canterbury Political Reform League to take the chair on the occasion of Mr. W. F. Massey's meeting in Christchurch, Mr. T. E. Taylor, M.P. (the Mayor), sent the following reply:— xyxy=(956,126,1101,170)
headline: CONFERENCE DELEGATES' EXPENSES. xyxy=(355,757,457,776)
dateline: (Received July 13, 10.30 p.m.) CAIRO, July 13. xyxy=(502,1145,620,1152)
subheadline: NATIONAL INSURANCE BILL. xyxy=(807,572,938,583)
paragraph: After clearing the road from Mequinez, General Moinier has reached Rabat. xyxy=(334,201,478,218)
paragraph: M. Caillaux, the Premier, states that there have been 2930 cases of railway sabotage since October, and only two culprits brought to trial. xyxy=(644,642,789,669)
paragraph: The Sunderland dockers have again struck, and have secured a farthing per hour advance on the dockers' terms agreed upon last week, thus making a total rise of 2d per hour. xyxy=(334,691,478,726)
subheadline: MR. HERRIES REPLIES TO SIR JAMES CARROLL. xyxy=(19,110,159,129)
headline: N.S.W. ASSEMBLY. xyxy=(814,787,931,802)
paragraph: Mr. Knox again occupied the whole day's sitting in the Vend case. xyxy=(489,280,633,298)
article-divider xyxy=(800,264,945,266)
subheadline: CASE FOR THE DEFENCE. xyxy=(513,225,609,235)
paragraph: Mr. Massey: The hon. gentleman says he does not use the stiletto, I remember a speech delivered by the hon. gentleman not long ago. . . . After I made a speech he came into his place in the House, and he told me later on in the session he would skin me. Now, skinning implies a knife, and the hon. gentleman is a good hand at using a knife when he gets behind the person on whom he intends to use it. The whole of the record of the hon. gentleman shows that he is a curse to any political party with which he is connected. . . The one thing that annoyed the Opposition five years ago was the fact that we were supposed to be connected with the hon. gentleman in his attack upon the late Right Hon. Mr Seddon. The hon. gentleman is attacking us now, and I venture to say that the position will be reversed. xyxy=(956,871,1101,1020)
subheadline: GREAT CROWDS AT CARNARVON. xyxy=(809,304,936,313)
paragraph: Forty Unionist members of the House of Commons, in sympathy with the fighting policy, met at St. Stephens, when strong feeling was expressed against the voluntary acceptance of the Parliament Bill. xyxy=(489,123,633,168)
paragraph: Mulai Hafid, in a message to the people, rejoices at the satisfactory results of this appeal to the French for help. xyxy=(334,220,478,247)
paragraph: Fabbroni's construction of the murder of Cuocolo led Erricone to shake the bars of his cage like a lunatic, yelling, "murderer, you made my brother die in prison." xyxy=(334,448,478,483)
paragraph: Mr. Taylor: Always straight fighting, I do not use the stiletto. xyxy=(956,851,1101,869)
subheadline: EXAMINING THE TERRITORIALS. xyxy=(211,963,288,984)
paragraph: The truth is that land vested in the boards under various Acts (and Sir J. Carroll in his August speech, gives the total amount as 1,059,261 acres) is just as much locked up as it was still Native land, or rather more so, as even the Natives cannot use it. I heard of a case of a Native from the East Coast who wished to cultivate a piece of land he had in the King Country, and moved there with his teams and ploughs, only to find that without xyxy=(13,1201,165,1280)
subheadline: NAVVIES—NOT MASONS STRIKE. xyxy=(655,443,778,453)
column-7 xyxy=(951,37,1106,1499)
paragraph: King George, as arbitrator, has awarded the American claimants in the long-standing Alsop dispute between Chili and the United States the sum of £187,000. xyxy=(489,1094,633,1129)
paragraph: There was a vast Anti-Home Rule procession in Belfast on the anniversary of the Battle of the Boyne. xyxy=(489,1247,633,1273)
headline: SABOTAGE IN FRANCE. xyxy=(672,411,761,440)
verse-line: Then after this, if e'er the "flu" xyxy=(648,1349,734,1358)
article-divider xyxy=(800,1231,945,1233)
divider xyxy=(854,1257,892,1258)
divider xyxy=(70,91,108,92)
dateline: [UNITED PRESS ASSOCIATION—COPYRIGHT.] (Received July 13, 9.30 p.m.) SYDNEY, July 13. xyxy=(497,638,625,653)
dateline: (PER PRESS ASSOCIATION.) DUNEDIN, July 13. xyxy=(342,802,470,809)
divider xyxy=(70,132,108,133)
dateline: [UNITED PRESS ASSOCIATION—COPYRIGHT.] NEW YORK, July 12. xyxy=(489,1009,633,1024)
paragraph: Out of 60,000 so-called masons striking 40,000 are navvies. xyxy=(644,498,789,516)
